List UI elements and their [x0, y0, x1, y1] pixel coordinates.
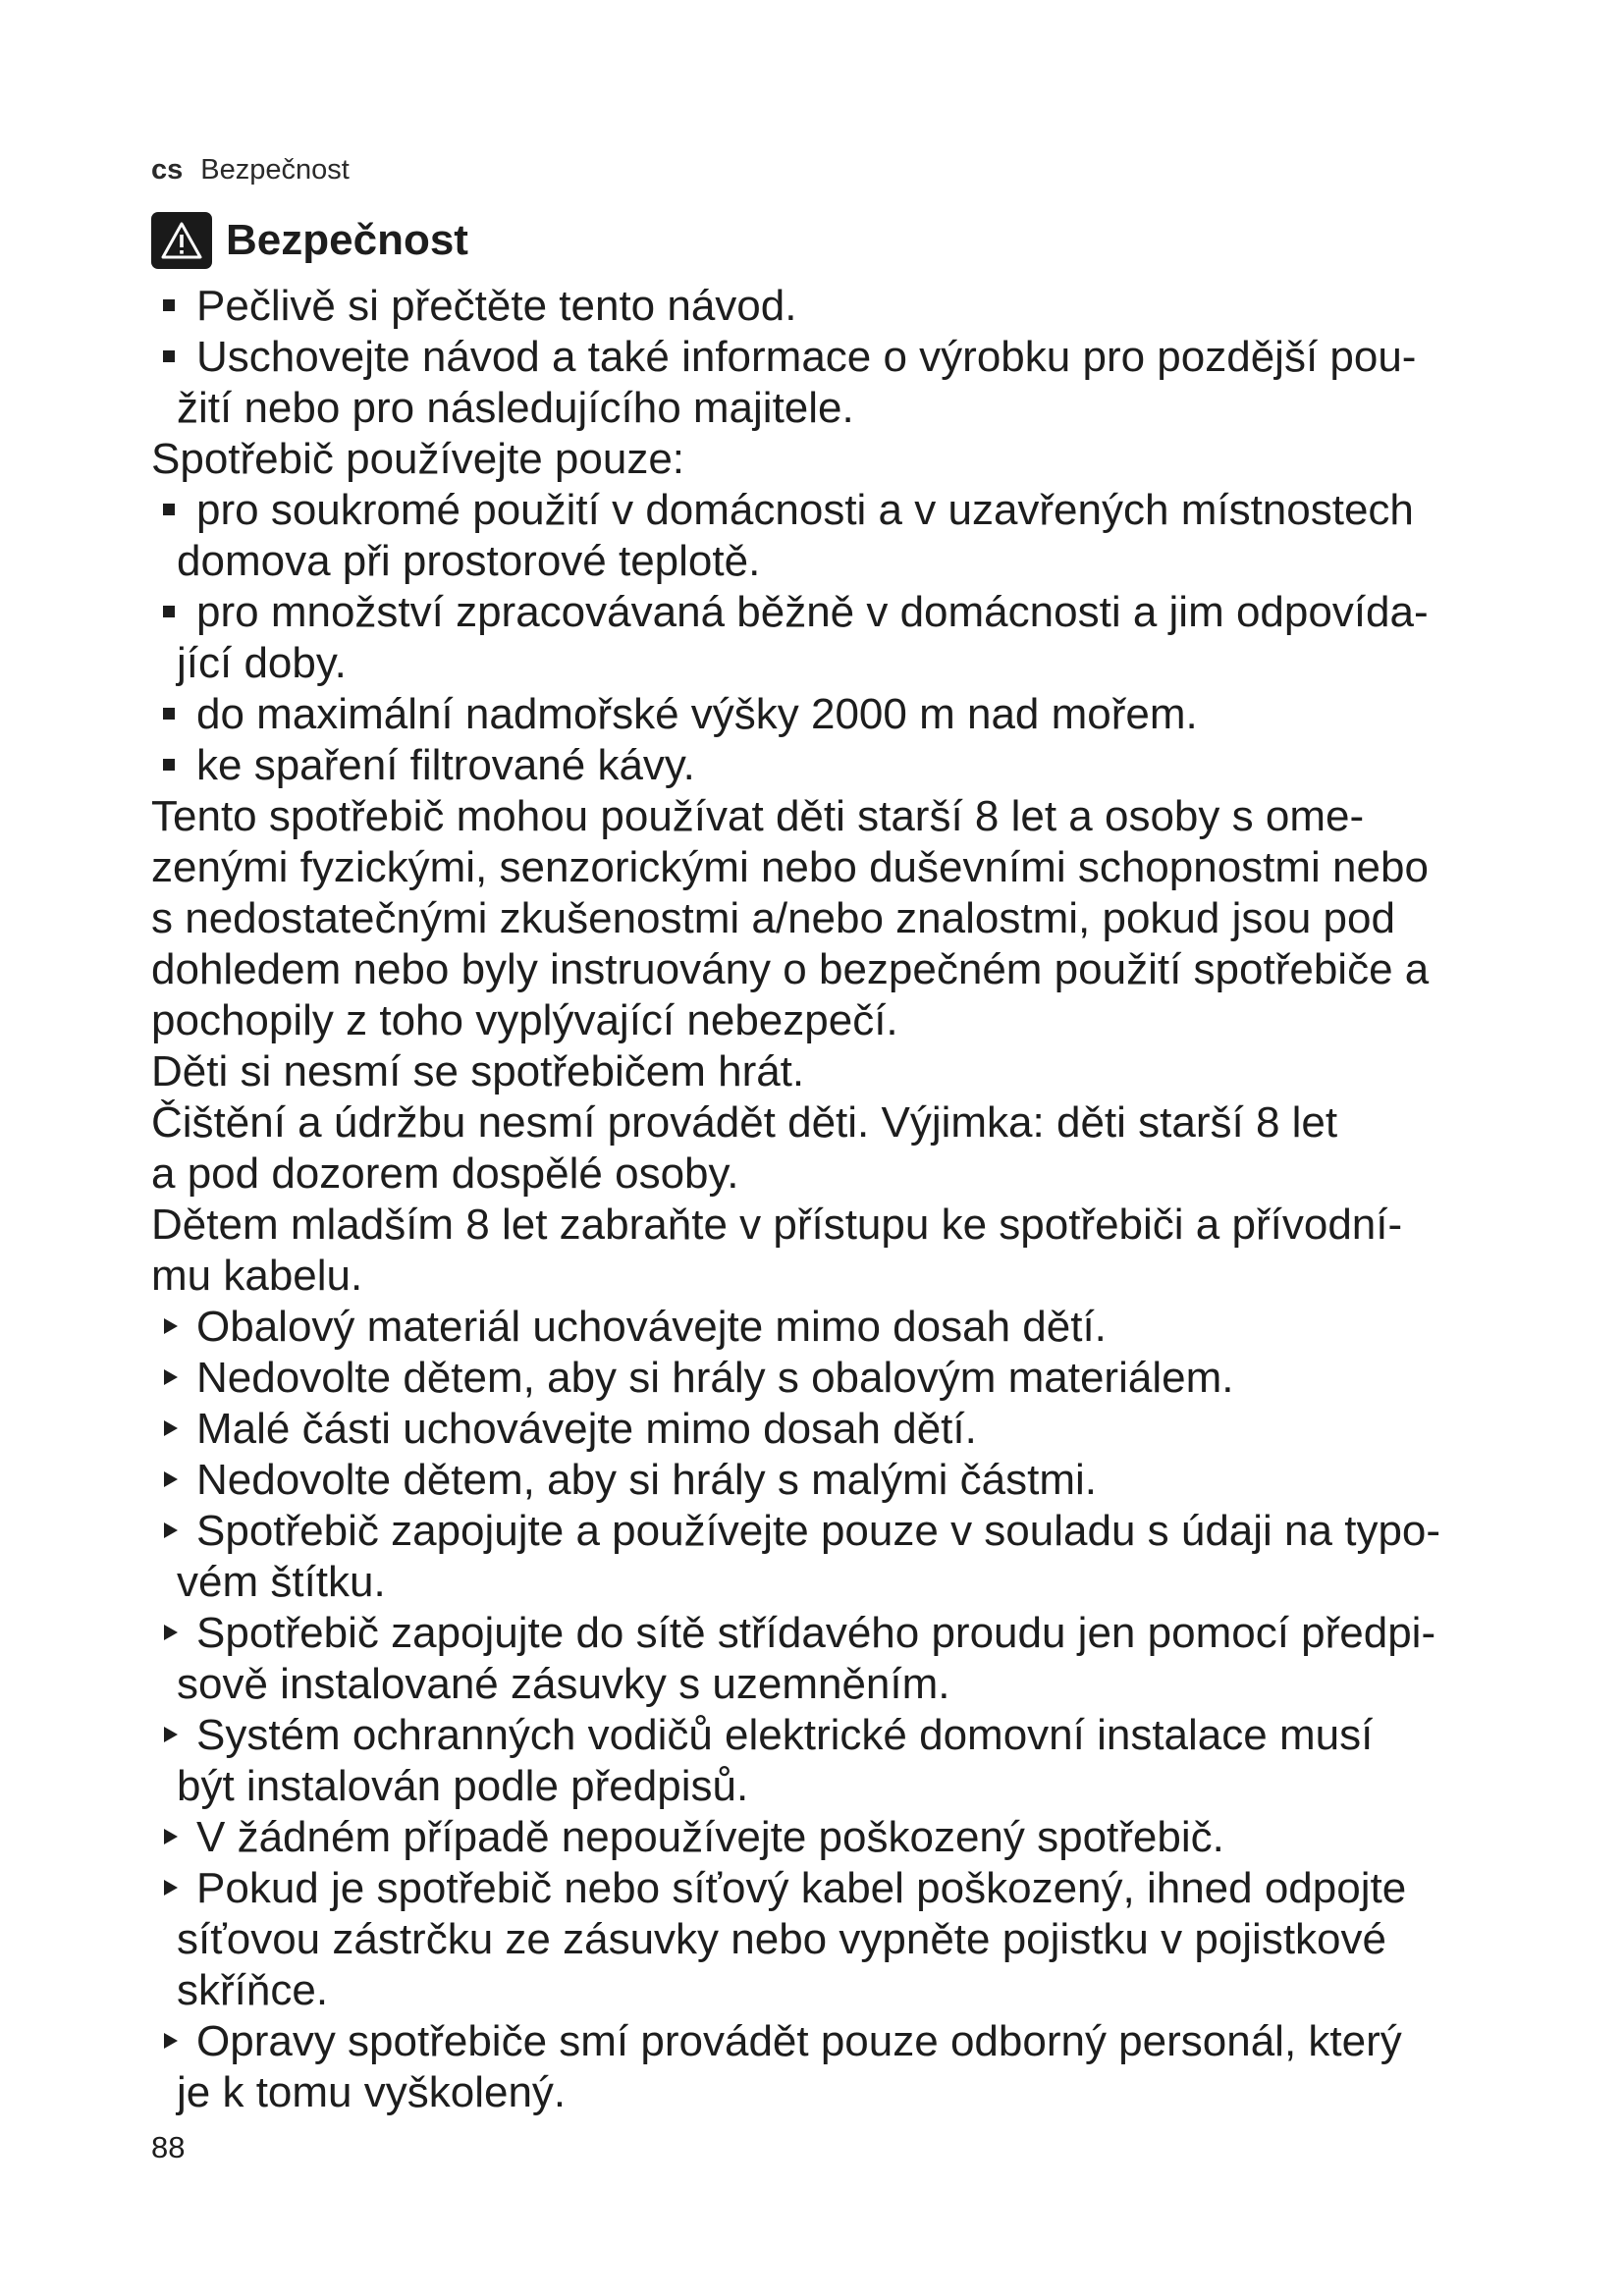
arrow-bullet-icon [151, 1353, 196, 1404]
section-title: Bezpečnost [226, 216, 468, 264]
arrow-bullet-icon [151, 1506, 196, 1608]
page-number: 88 [151, 2130, 186, 2164]
action-text: Malé části uchovávejte mimo dosah dětí. [196, 1405, 977, 1453]
list-item-text: domova při prostorové teplotě. [177, 537, 761, 585]
list-item [151, 587, 1545, 689]
list-item [151, 740, 1545, 791]
action-text: Nedovolte dětem, aby si hrály s obalovým materiálem. [196, 1354, 1234, 1402]
page-header [151, 153, 350, 187]
list-item-text: Uschovejte návod a také informace o výrobku pro pozdější pou- [196, 333, 1417, 381]
action-text: Pokud je spotřebič nebo síťový kabel poškozený, ihned odpojte [196, 1864, 1407, 1912]
action-text: je k tomu vyškolený. [177, 2068, 567, 2116]
action-text: Spotřebič zapojujte do sítě střídavého proudu jen pomocí předpi- [196, 1609, 1436, 1657]
arrow-bullet-icon [151, 1404, 196, 1455]
list-item [151, 689, 1545, 740]
bullet-square [151, 587, 196, 689]
action-text: Systém ochranných vodičů elektrické domovní instalace musí [196, 1711, 1374, 1759]
arrow-bullet-icon [151, 1812, 196, 1863]
paragraph: Dětem mladším 8 let zabraňte v přístupu ke spotřebiči a přívodní- mu kabelu. [151, 1201, 1403, 1300]
action-text: být instalován podle předpisů. [177, 1762, 749, 1810]
paragraph: Tento spotřebič mohou používat děti starší 8 let a osoby s ome- zenými fyzickými, senzorickými nebo duševními schopnostmi nebo s nedostatečnými zkušenostmi a/nebo znalostmi, pokud jsou pod dohledem nebo byly instruovány o bezpečném použití spotřebiče a pochopily z toho vyplývající nebezpečí. [151, 792, 1430, 1044]
paragraph: Čištění a údržbu nesmí provádět děti. Výjimka: děti starší 8 let a pod dozorem dospělé osoby. [151, 1098, 1338, 1198]
arrow-bullet-icon [151, 1863, 196, 2016]
action-item [151, 2016, 1545, 2118]
action-text: Obalový materiál uchovávejte mimo dosah dětí. [196, 1303, 1107, 1351]
list-item-text: ke spaření filtrované kávy. [196, 741, 695, 789]
action-text: sově instalované zásuvky s uzemněním. [177, 1660, 950, 1708]
action-text: Opravy spotřebiče smí provádět pouze odborný personál, který [196, 2017, 1402, 2065]
list-item-text: Pečlivě si přečtěte tento návod. [196, 282, 797, 330]
arrow-bullet-icon [151, 1710, 196, 1812]
safety-content [151, 281, 1545, 2118]
bullet-square [151, 740, 196, 791]
action-item [151, 1302, 1545, 1353]
action-item [151, 1710, 1545, 1812]
arrow-bullet-icon [151, 2016, 196, 2118]
list-item [151, 332, 1545, 434]
arrow-bullet-icon [151, 1302, 196, 1353]
language-code: cs [151, 154, 184, 186]
action-text: Nedovolte dětem, aby si hrály s malými částmi. [196, 1456, 1097, 1504]
bullet-square [151, 281, 196, 332]
list-item-text: pro soukromé použití v domácnosti a v uzavřených místnostech [196, 486, 1414, 534]
action-item [151, 1404, 1545, 1455]
action-text: vém štítku. [177, 1558, 386, 1606]
list-item-text: pro množství zpracovávaná běžně v domácnosti a jim odpovída- [196, 588, 1429, 636]
action-item [151, 1455, 1545, 1506]
warning-icon [151, 212, 212, 269]
section-title-row [151, 212, 468, 269]
bullet-square [151, 485, 196, 587]
action-text: V žádném případě nepoužívejte poškozený spotřebič. [196, 1813, 1224, 1861]
action-text: skříňce. [177, 1966, 329, 2014]
arrow-bullet-icon [151, 1608, 196, 1710]
use-label: Spotřebič používejte pouze: [151, 435, 685, 483]
arrow-bullet-icon [151, 1455, 196, 1506]
list-item-text: do maximální nadmořské výšky 2000 m nad mořem. [196, 690, 1198, 738]
list-item-text: žití nebo pro následujícího majitele. [177, 384, 854, 432]
action-item [151, 1863, 1545, 2016]
list-item [151, 281, 1545, 332]
list-item [151, 485, 1545, 587]
paragraph: Děti si nesmí se spotřebičem hrát. [151, 1047, 805, 1095]
action-item [151, 1506, 1545, 1608]
header-section: Bezpečnost [200, 154, 350, 186]
action-item [151, 1812, 1545, 1863]
bullet-square [151, 332, 196, 434]
action-item [151, 1608, 1545, 1710]
list-item-text: jící doby. [177, 639, 347, 687]
action-text: síťovou zástrčku ze zásuvky nebo vypněte pojistku v pojistkové [177, 1915, 1386, 1963]
action-item [151, 1353, 1545, 1404]
bullet-square [151, 689, 196, 740]
action-text: Spotřebič zapojujte a používejte pouze v souladu s údaji na typo- [196, 1507, 1441, 1555]
